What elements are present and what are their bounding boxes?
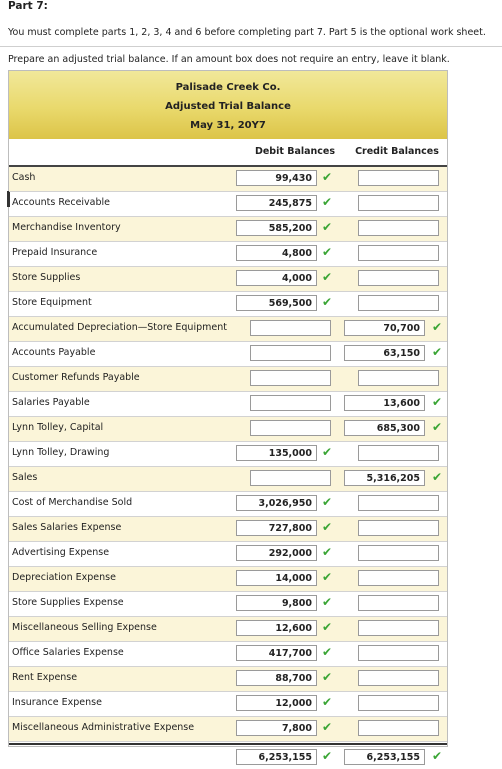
credit-input[interactable] (358, 670, 439, 686)
credit-input[interactable]: 5,316,205 (344, 470, 425, 486)
table-row (9, 267, 447, 292)
credit-input[interactable] (358, 170, 439, 186)
check-icon: ✔ (322, 545, 333, 559)
table-row (9, 392, 447, 417)
account-name: Store Equipment (12, 297, 92, 308)
account-name: Store Supplies Expense (12, 597, 124, 608)
credit-input[interactable]: 70,700 (344, 320, 425, 336)
debit-input[interactable]: 727,800 (236, 520, 317, 536)
check-icon: ✔ (432, 345, 443, 359)
debit-input[interactable]: 4,800 (236, 245, 317, 261)
divider (0, 46, 502, 47)
account-name: Accounts Payable (12, 347, 96, 358)
check-icon: ✔ (322, 570, 333, 584)
table-row (9, 442, 447, 467)
account-rows (9, 167, 447, 769)
credit-input[interactable]: 13,600 (344, 395, 425, 411)
check-icon: ✔ (322, 445, 333, 459)
check-icon: ✔ (322, 595, 333, 609)
debit-column-header: Debit Balances (254, 146, 336, 157)
debit-input[interactable]: 7,800 (236, 720, 317, 736)
check-icon: ✔ (322, 749, 333, 763)
credit-input[interactable] (358, 295, 439, 311)
debit-input[interactable] (250, 345, 331, 361)
debit-input[interactable]: 9,800 (236, 595, 317, 611)
check-icon: ✔ (322, 295, 333, 309)
part-title: Part 7: (8, 0, 48, 12)
check-icon: ✔ (432, 320, 443, 334)
credit-input[interactable] (358, 645, 439, 661)
check-icon: ✔ (322, 270, 333, 284)
credit-total-input[interactable]: 6,253,155 (344, 749, 425, 765)
credit-input[interactable] (358, 370, 439, 386)
check-icon: ✔ (322, 220, 333, 234)
table-row (9, 517, 447, 542)
credit-input[interactable] (358, 570, 439, 586)
debit-total-input[interactable]: 6,253,155 (236, 749, 317, 765)
account-name: Office Salaries Expense (12, 647, 124, 658)
statement-title: Adjusted Trial Balance (165, 101, 291, 112)
credit-input[interactable]: 685,300 (344, 420, 425, 436)
credit-input[interactable] (358, 495, 439, 511)
debit-input[interactable]: 3,026,950 (236, 495, 317, 511)
check-icon: ✔ (322, 695, 333, 709)
account-name: Customer Refunds Payable (12, 372, 140, 383)
credit-input[interactable] (358, 195, 439, 211)
statement-date: May 31, 20Y7 (190, 120, 266, 131)
instructions-text: You must complete parts 1, 2, 3, 4 and 6 before completing part 7. Part 5 is the optional work sheet. (8, 27, 486, 38)
credit-input[interactable] (358, 270, 439, 286)
debit-input[interactable] (250, 470, 331, 486)
table-row (9, 417, 447, 442)
credit-input[interactable] (358, 620, 439, 636)
credit-input[interactable] (358, 720, 439, 736)
account-name: Insurance Expense (12, 697, 102, 708)
table-row (9, 242, 447, 267)
debit-input[interactable]: 135,000 (236, 445, 317, 461)
table-row (9, 342, 447, 367)
account-name: Miscellaneous Selling Expense (12, 622, 157, 633)
account-name: Prepaid Insurance (12, 247, 98, 258)
table-row (9, 317, 447, 342)
check-icon: ✔ (322, 520, 333, 534)
check-icon: ✔ (322, 245, 333, 259)
check-icon: ✔ (322, 495, 333, 509)
debit-input[interactable]: 14,000 (236, 570, 317, 586)
table-row (9, 292, 447, 317)
table-row (9, 542, 447, 567)
totals-row (9, 743, 447, 769)
table-row (9, 642, 447, 667)
debit-input[interactable]: 245,875 (236, 195, 317, 211)
check-icon: ✔ (322, 720, 333, 734)
credit-input[interactable] (358, 220, 439, 236)
column-headers (9, 139, 447, 167)
account-name: Lynn Tolley, Capital (12, 422, 104, 433)
prompt-text: Prepare an adjusted trial balance. If an amount box does not require an entry, leave it blank. (8, 54, 450, 65)
check-icon: ✔ (322, 645, 333, 659)
account-name: Rent Expense (12, 672, 78, 683)
table-row (9, 667, 447, 692)
account-name: Accumulated Depreciation—Store Equipment (12, 322, 227, 333)
account-name: Sales (12, 472, 38, 483)
account-name: Accounts Receivable (12, 197, 111, 208)
account-name: Cost of Merchandise Sold (12, 497, 133, 508)
debit-input[interactable] (250, 370, 331, 386)
credit-input[interactable] (358, 695, 439, 711)
table-row (9, 367, 447, 392)
table-row (9, 467, 447, 492)
account-name: Salaries Payable (12, 397, 90, 408)
debit-input[interactable]: 88,700 (236, 670, 317, 686)
debit-input[interactable]: 12,000 (236, 695, 317, 711)
debit-input[interactable]: 12,600 (236, 620, 317, 636)
check-icon: ✔ (432, 749, 443, 763)
trial-balance-sheet (8, 70, 448, 763)
credit-input[interactable] (358, 595, 439, 611)
debit-input[interactable] (250, 395, 331, 411)
company-name: Palisade Creek Co. (175, 82, 281, 93)
credit-input[interactable]: 63,150 (344, 345, 425, 361)
table-row (9, 192, 447, 217)
check-icon: ✔ (322, 620, 333, 634)
credit-column-header: Credit Balances (355, 146, 439, 157)
check-icon: ✔ (432, 420, 443, 434)
debit-input[interactable]: 569,500 (236, 295, 317, 311)
credit-input[interactable] (358, 520, 439, 536)
debit-input[interactable] (250, 420, 331, 436)
debit-input[interactable]: 99,430 (236, 170, 317, 186)
debit-input[interactable]: 585,200 (236, 220, 317, 236)
debit-input[interactable]: 4,000 (236, 270, 317, 286)
debit-input[interactable]: 292,000 (236, 545, 317, 561)
table-row (9, 492, 447, 517)
table-row (9, 167, 447, 192)
table-row (9, 217, 447, 242)
check-icon: ✔ (322, 170, 333, 184)
credit-input[interactable] (358, 245, 439, 261)
account-name: Cash (12, 172, 36, 183)
table-row (9, 592, 447, 617)
account-name: Merchandise Inventory (12, 222, 121, 233)
table-row (9, 717, 447, 742)
account-name: Sales Salaries Expense (12, 522, 122, 533)
check-icon: ✔ (322, 195, 333, 209)
credit-input[interactable] (358, 545, 439, 561)
account-name: Store Supplies (12, 272, 81, 283)
check-icon: ✔ (432, 395, 443, 409)
table-row (9, 692, 447, 717)
statement-header (9, 71, 447, 140)
check-icon: ✔ (432, 470, 443, 484)
debit-input[interactable] (250, 320, 331, 336)
account-name: Advertising Expense (12, 547, 110, 558)
account-name: Depreciation Expense (12, 572, 116, 583)
check-icon: ✔ (322, 670, 333, 684)
table-row (9, 567, 447, 592)
account-name: Miscellaneous Administrative Expense (12, 722, 195, 733)
credit-input[interactable] (358, 445, 439, 461)
table-row (9, 617, 447, 642)
account-name: Lynn Tolley, Drawing (12, 447, 110, 458)
debit-input[interactable]: 417,700 (236, 645, 317, 661)
